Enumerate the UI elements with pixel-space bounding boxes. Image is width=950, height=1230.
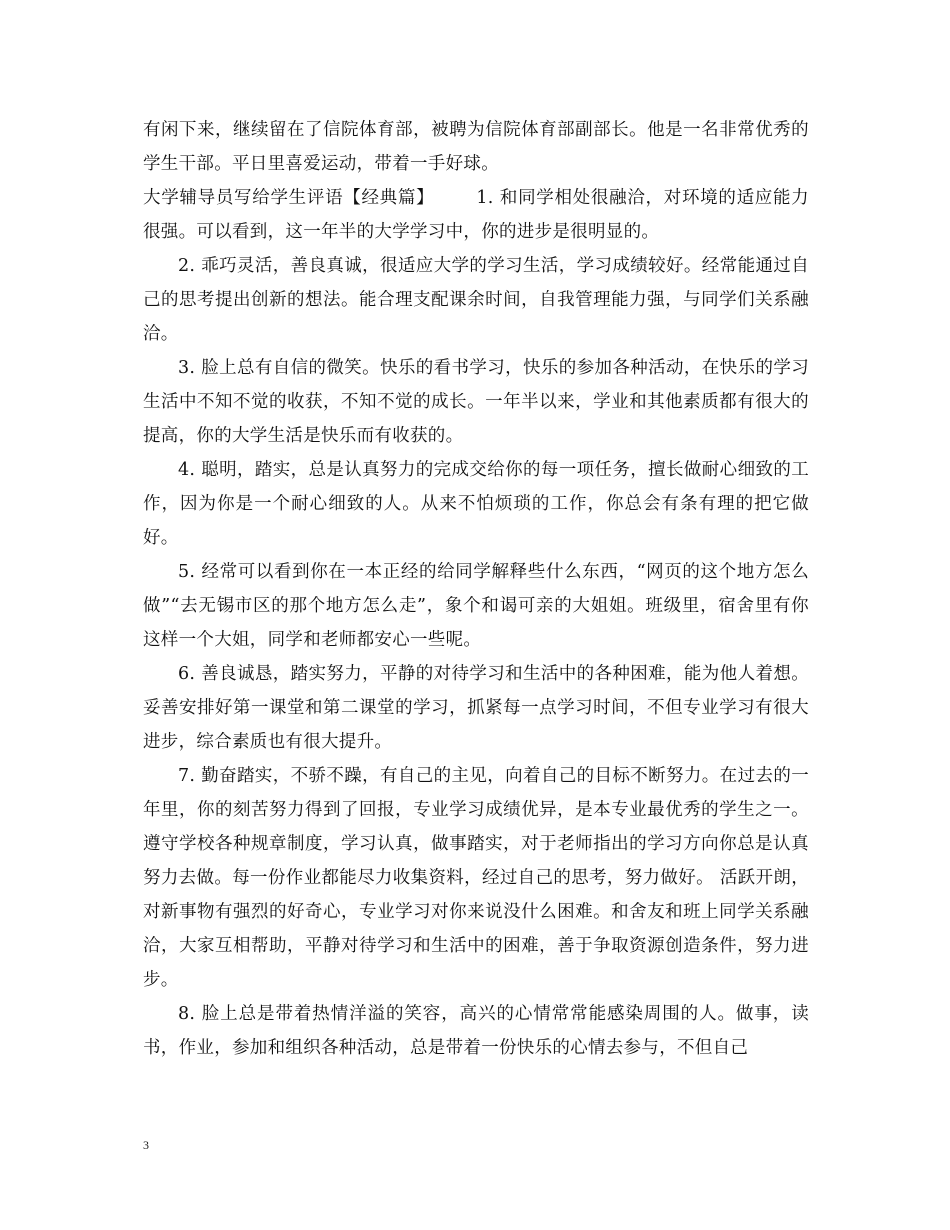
paragraph-item-5: 5. 经常可以看到你在一本正经的给同学解释些什么东西，“网页的这个地方怎么做”“去无锡市区的那个地方怎么走”，象个和谒可亲的大姐姐。班级里，宿舍里有你这样一个大姐，同学和老师都安心一些呢。 — [143, 562, 809, 650]
section-heading: 大学辅导员写给学生评语【经典篇】 — [143, 188, 435, 208]
paragraph-item-4: 4. 聪明，踏实，总是认真努力的完成交给你的每一项任务，擅长做耐心细致的工作，因为你是一个耐心细致的人。从来不怕烦琐的工作，你总会有条有理的把它做好。 — [143, 460, 809, 548]
paragraph-item-7: 7. 勤奋踏实，不骄不躁，有自己的主见，向着自己的目标不断努力。在过去的一年里，你的刻苦努力得到了回报，专业学习成绩优异，是本专业最优秀的学生之一。 遵守学校各种规章制度，学习认真，做事踏实，对于老师指出的学习方向你总是认真努力去做。每一份作业都能尽力收集资料，经过自己的思考，努力做好。 活跃开朗，对新事物有强烈的好奇心，专业学习对你来说没什么困难。和舍友和班上同学关系融洽，大家互相帮助，平静对待学习和生活中的困难，善于争取资源创造条件，努力进步。 — [143, 766, 809, 990]
paragraph-item-6: 6. 善良诚恳，踏实努力，平静的对待学习和生活中的各种困难，能为他人着想。妥善安排好第一课堂和第二课堂的学习，抓紧每一点学习时间，不但专业学习有很大进步，综合素质也有很大提升。 — [143, 664, 809, 752]
document-body — [143, 113, 809, 1065]
item-1-text: 1. 和同学相处很融洽，对环境的适应能力很强。可以看到，这一年半的大学学习中，你的进步是很明显的。 — [143, 188, 809, 242]
page-number: 3 — [143, 1138, 149, 1152]
paragraph-item-2: 2. 乖巧灵活，善良真诚，很适应大学的学习生活，学习成绩较好。经常能通过自己的思考提出创新的想法。能合理支配课余时间，自我管理能力强，与同学们关系融洽。 — [143, 256, 809, 344]
paragraph-item-3: 3. 脸上总有自信的微笑。快乐的看书学习，快乐的参加各种活动，在快乐的学习生活中不知不觉的收获，不知不觉的成长。一年半以来，学业和其他素质都有很大的提高，你的大学生活是快乐而有收获的。 — [143, 358, 809, 446]
paragraph-heading-item-1 — [143, 181, 809, 249]
paragraph-continuation: 有闲下来，继续留在了信院体育部，被聘为信院体育部副部长。他是一名非常优秀的学生干部。平日里喜爱运动，带着一手好球。 — [143, 120, 809, 174]
paragraph-item-8: 8. 脸上总是带着热情洋溢的笑容，高兴的心情常常能感染周围的人。做事，读书，作业，参加和组织各种活动，总是带着一份快乐的心情去参与，不但自己 — [143, 1004, 809, 1058]
